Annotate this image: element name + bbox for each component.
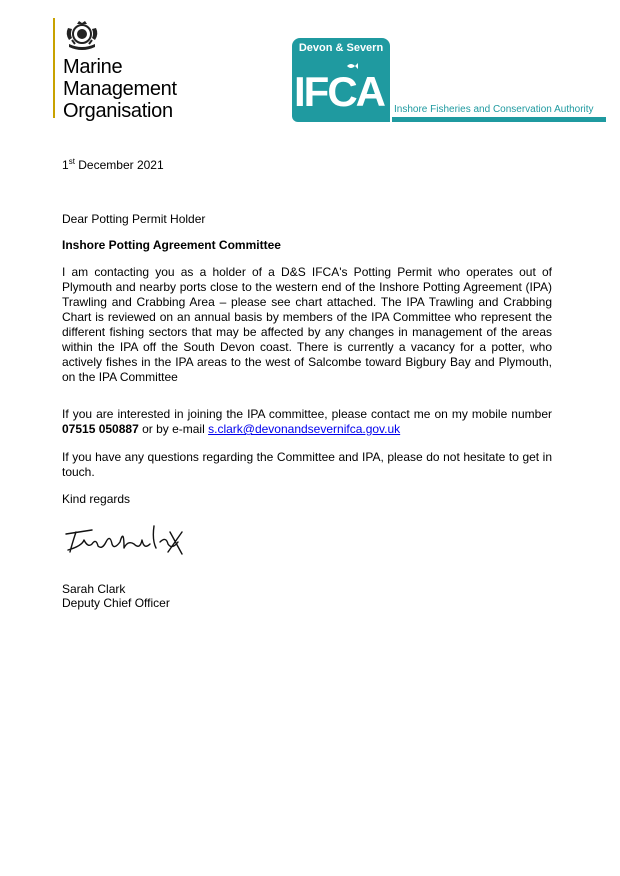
ifca-underline — [392, 117, 606, 122]
salutation: Dear Potting Permit Holder — [62, 212, 206, 226]
date-day: 1 — [62, 158, 69, 172]
mmo-logo — [53, 18, 203, 120]
date-suffix: st — [68, 157, 75, 166]
closing: Kind regards — [62, 492, 131, 506]
contact-mid: or by e-mail — [138, 422, 209, 436]
ifca-block — [292, 58, 390, 122]
handwritten-signature — [62, 520, 192, 560]
mmo-name-line-2: Management — [63, 78, 177, 100]
mmo-logo-rule — [53, 18, 55, 118]
ifca-letters: IFCA — [294, 68, 384, 115]
contact-paragraph — [62, 407, 552, 437]
ifca-tag: Devon & Severn — [292, 38, 390, 58]
contact-intro: If you are interested in joining the IPA committee, please contact me on my mobile number — [62, 407, 552, 421]
royal-crest-icon — [63, 20, 101, 54]
mmo-name — [63, 56, 177, 122]
letter-heading: Inshore Potting Agreement Committee — [62, 238, 281, 252]
signer-title: Deputy Chief Officer — [62, 596, 170, 610]
date-month-year: December 2021 — [74, 158, 164, 172]
signer-name: Sarah Clark — [62, 582, 126, 596]
letter-date — [62, 158, 552, 173]
email-link[interactable]: s.clark@devonandsevernifca.gov.uk — [208, 422, 401, 436]
ifca-logo — [292, 38, 608, 126]
phone-number: 07515 050887 — [62, 422, 139, 436]
ifca-subtitle: Inshore Fisheries and Conservation Authority — [394, 104, 594, 115]
mmo-name-line-3: Organisation — [63, 100, 173, 122]
body-paragraph: I am contacting you as a holder of a D&S IFCA's Potting Permit who operates out of Plymouth and nearby ports close to the western end of the Inshore Potting Agreement (IPA) Trawling and Crabbing Area – please see chart attached. The IPA Trawling and Crabbing Chart is reviewed on an annual basis by members of the IPA Committee who represent the different fishing sectors that may be affected by any changes in management of the areas within the IPA off the South Devon coast. There is currently a vacancy for a potter, who actively fishes in the IPA areas to the west of Salcombe toward Bigbury Bay and Plymouth, on the IPA Committee — [62, 265, 552, 384]
questions-paragraph: If you have any questions regarding the Committee and IPA, please do not hesitate to get in touch. — [62, 450, 552, 479]
fish-icon — [346, 62, 358, 70]
mmo-name-line-1: Marine — [63, 56, 123, 78]
